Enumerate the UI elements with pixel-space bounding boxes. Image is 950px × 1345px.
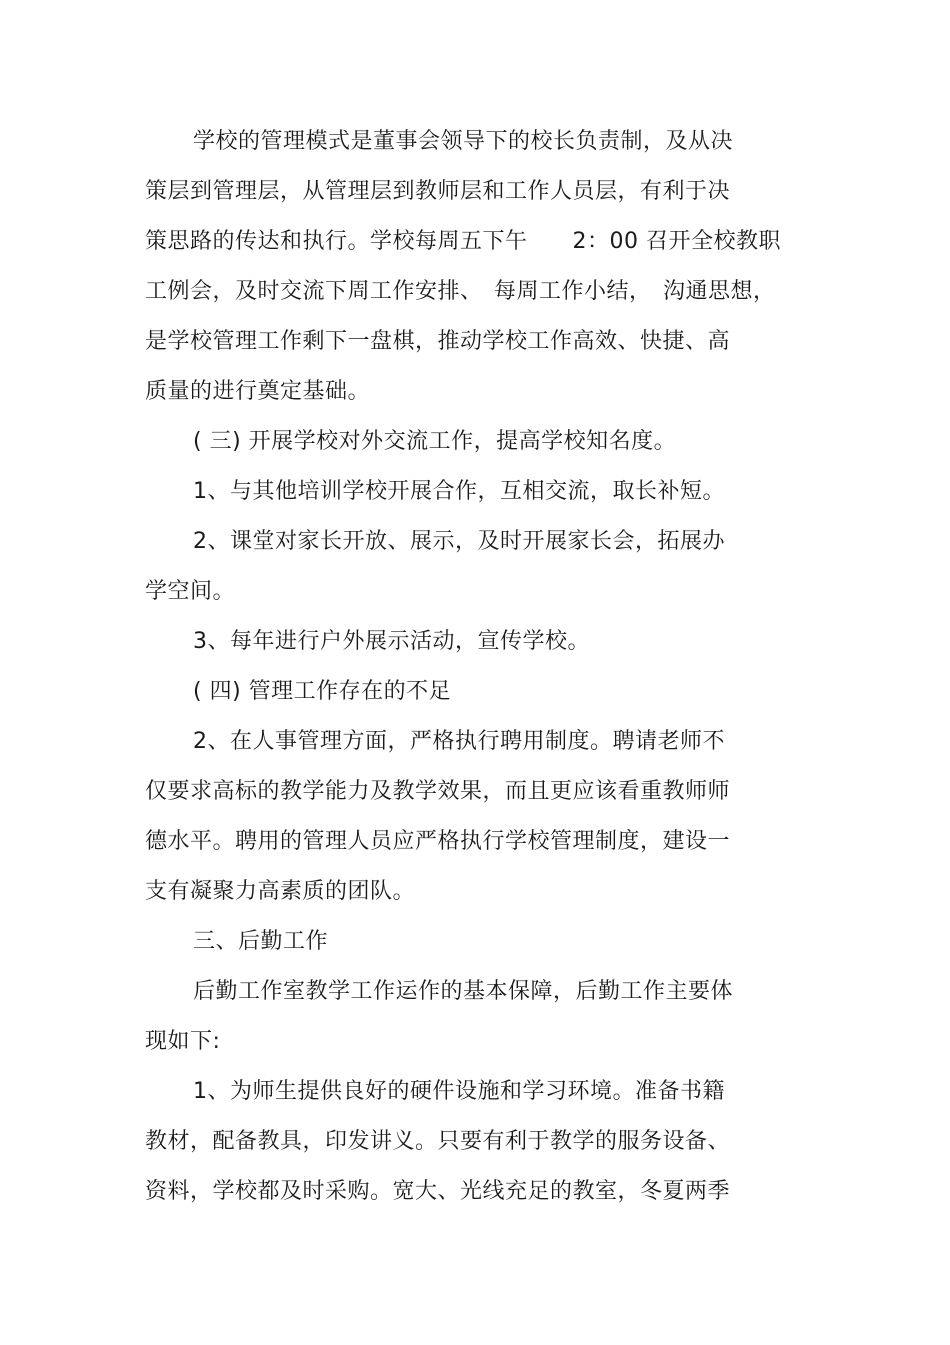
text-line-21: 教材，配备教具，印发讲义。只要有利于教学的服务设备、 (145, 1129, 731, 1154)
section-heading-logistics: 三、后勤工作 (193, 929, 329, 954)
section-heading-3: ( 三) 开展学校对外交流工作，提高学校知名度。 (193, 429, 677, 454)
text-line-8: 1、与其他培训学校开展合作，互相交流，取长补短。 (193, 479, 725, 504)
text-line-1: 学校的管理模式是董事会领导下的校长负责制，及从决 (193, 129, 734, 154)
text-line-11: 3、每年进行户外展示活动，宣传学校。 (193, 629, 590, 654)
text-line-9: 2、课堂对家长开放、展示，及时开展家长会，拓展办 (193, 529, 725, 554)
text-line-18: 后勤工作室教学工作运作的基本保障，后勤工作主要体 (193, 979, 734, 1004)
text-line-16: 支有凝聚力高素质的团队。 (145, 879, 416, 904)
text-line-22: 资料，学校都及时采购。宽大、光线充足的教室，冬夏两季 (145, 1179, 731, 1204)
text-line-5: 是学校管理工作剩下一盘棋，推动学校工作高效、快捷、高 (145, 329, 731, 354)
text-line-3: 策思路的传达和执行。学校每周五下午 2：00 召开全校教职 (145, 229, 781, 254)
text-line-6: 质量的进行奠定基础。 (145, 379, 371, 404)
text-line-14: 仅要求高标的教学能力及教学效果，而且更应该看重教师师 (145, 779, 731, 804)
text-line-4: 工例会，及时交流下周工作安排、 每周工作小结， 沟通思想， (145, 279, 776, 304)
section-heading-4: ( 四) 管理工作存在的不足 (193, 679, 452, 704)
text-line-15: 德水平。聘用的管理人员应严格执行学校管理制度，建设一 (145, 829, 731, 854)
text-line-20: 1、为师生提供良好的硬件设施和学习环境。准备书籍 (193, 1079, 725, 1104)
text-line-13: 2、在人事管理方面，严格执行聘用制度。聘请老师不 (193, 729, 725, 754)
text-line-10: 学空间。 (145, 579, 236, 604)
text-line-2: 策层到管理层，从管理层到教师层和工作人员层，有利于决 (145, 179, 731, 204)
text-line-19: 现如下: (145, 1029, 221, 1054)
